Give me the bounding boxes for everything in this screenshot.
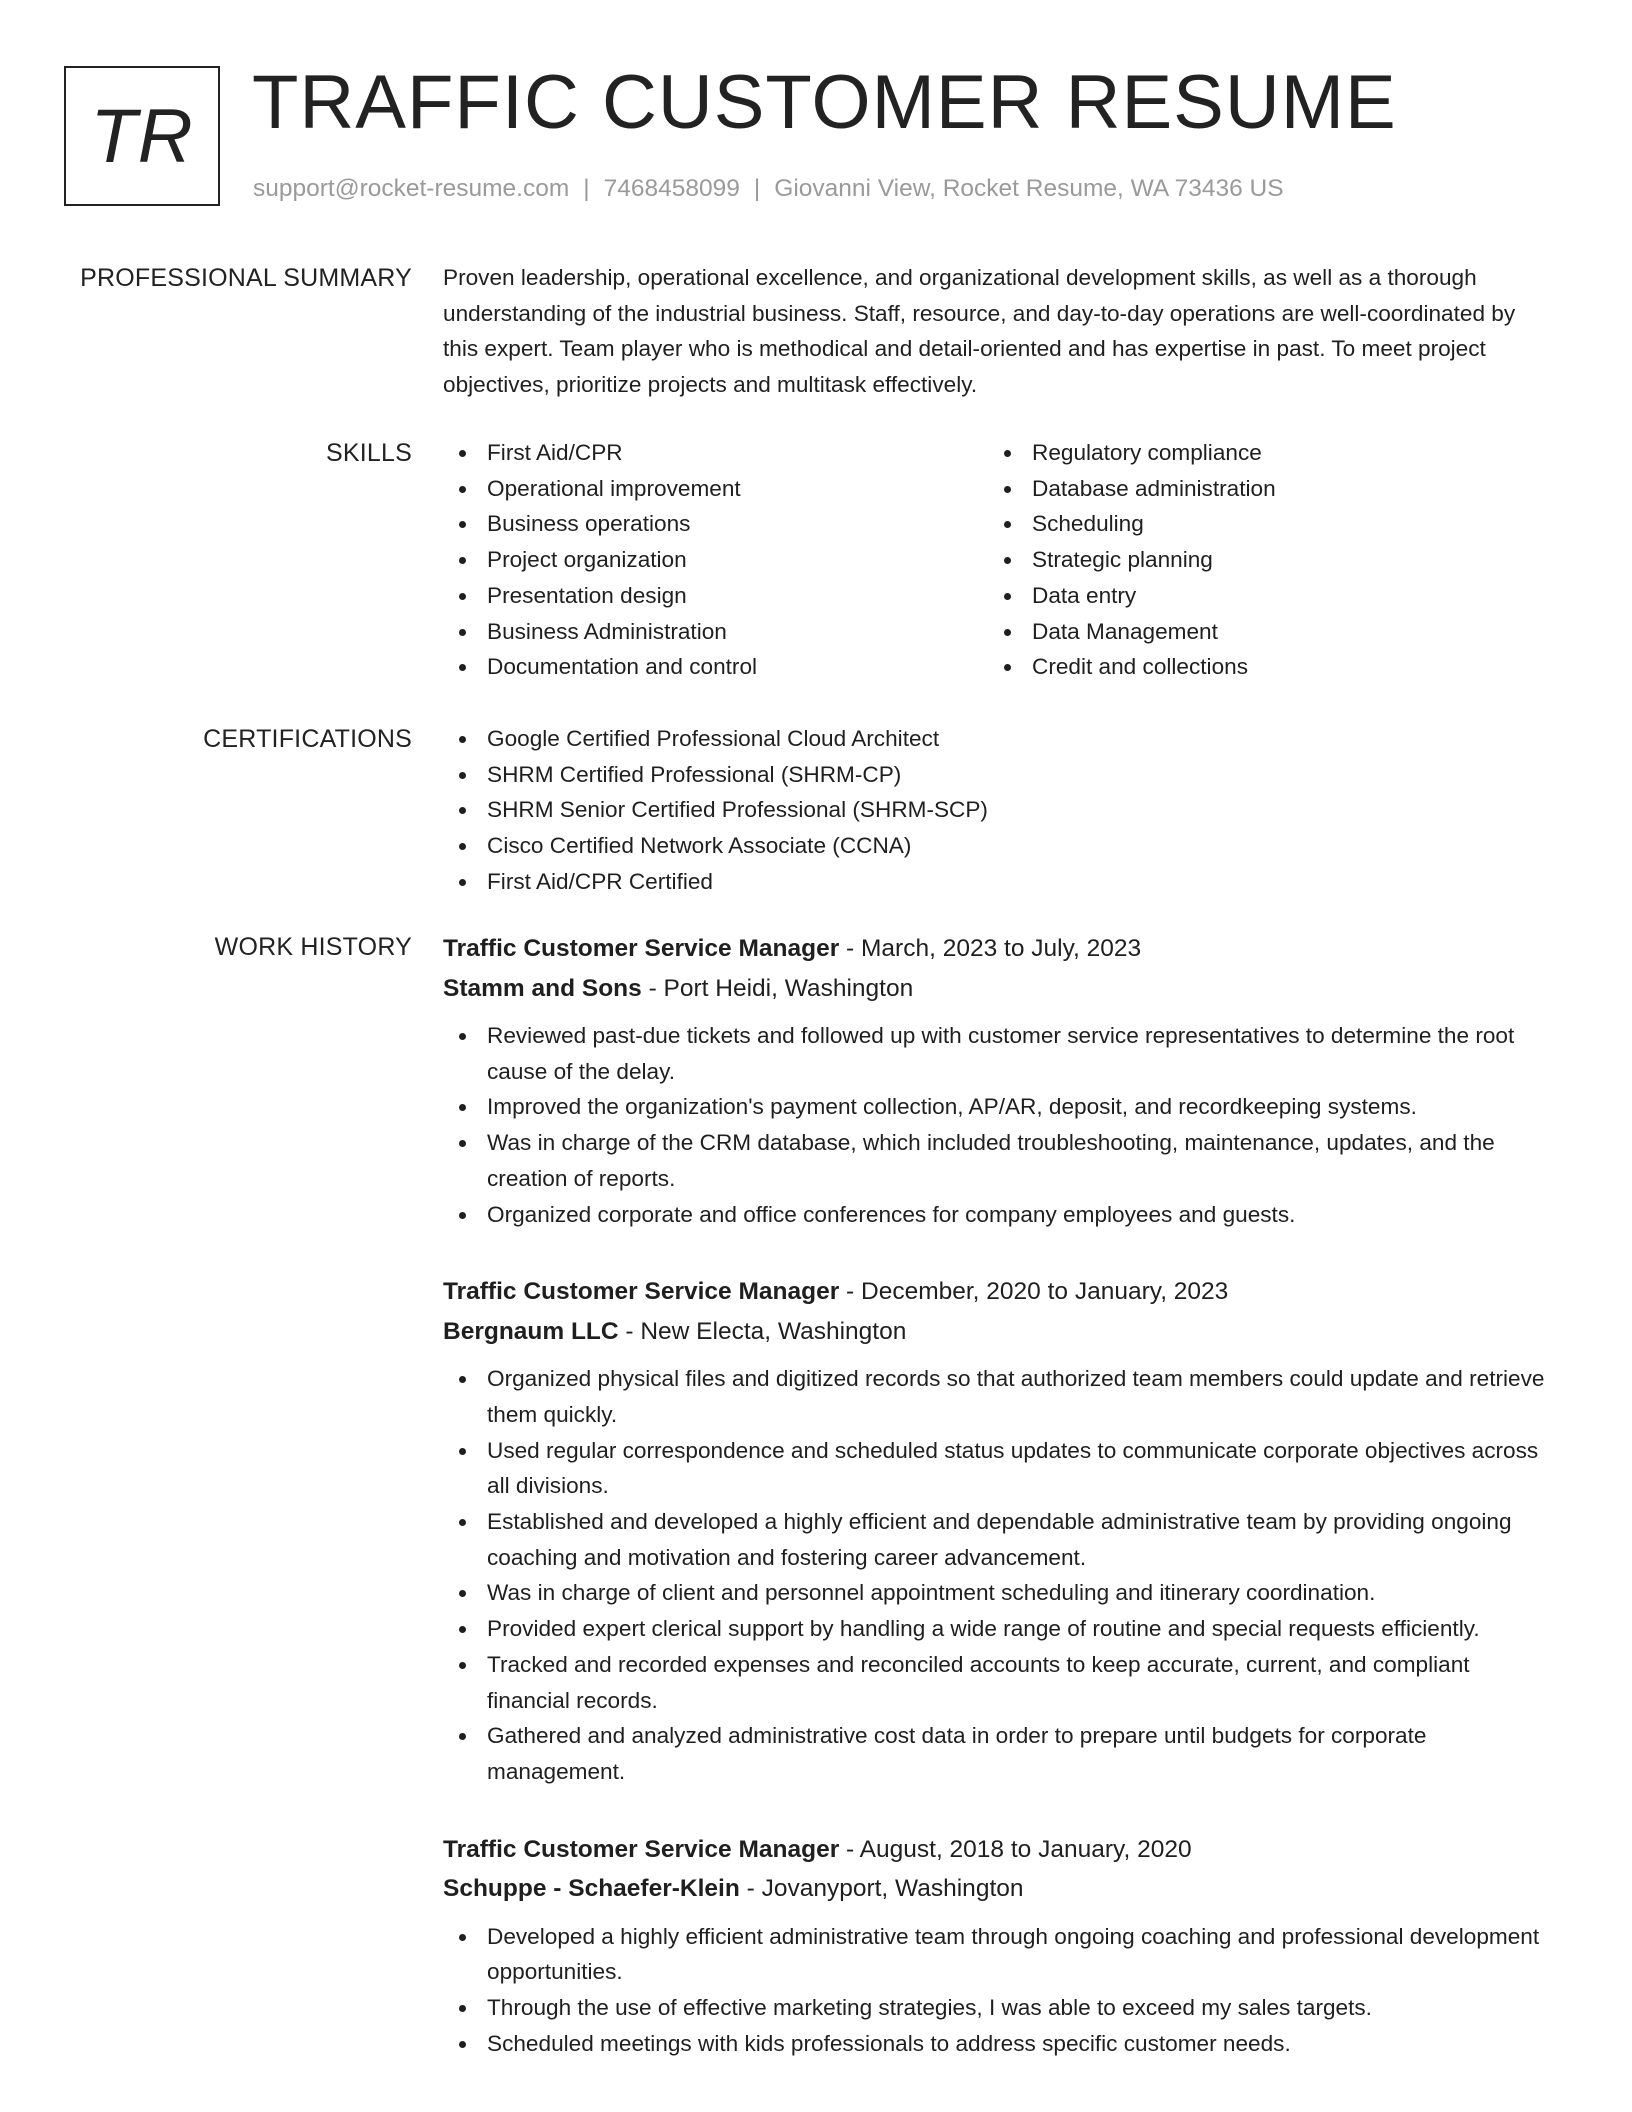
job-entry bbox=[443, 1272, 1555, 1789]
job-company-line bbox=[443, 1869, 1555, 1909]
list-item: Presentation design bbox=[443, 578, 988, 614]
work-history-body bbox=[443, 929, 1555, 2061]
list-item: Through the use of effective marketing strategies, I was able to exceed my sales targets. bbox=[443, 1990, 1555, 2026]
job-bullets bbox=[443, 1361, 1555, 1789]
list-item: Business operations bbox=[443, 506, 988, 542]
job-title-line bbox=[443, 929, 1555, 969]
list-item: Credit and collections bbox=[988, 649, 1533, 685]
list-item: Reviewed past-due tickets and followed up with customer service representatives to determine the root cause of the delay. bbox=[443, 1018, 1555, 1089]
job-entry bbox=[443, 1830, 1555, 2062]
job-company: Schuppe - Schaefer-Klein bbox=[443, 1875, 740, 1903]
list-item: Scheduled meetings with kids professionals to address specific customer needs. bbox=[443, 2026, 1555, 2062]
list-item: Data entry bbox=[988, 578, 1533, 614]
job-company-line bbox=[443, 969, 1555, 1009]
list-item: Strategic planning bbox=[988, 542, 1533, 578]
summary-text: Proven leadership, operational excellence, and organizational development skills, as well as a thorough understanding of the industrial business. Staff, resource, and day-to-day operations are well-coordinated by this expert. Team player who is methodical and detail-oriented and has expertise in past. To meet project objectives, prioritize projects and multitask effectively. bbox=[443, 265, 1516, 398]
job-company: Bergnaum LLC bbox=[443, 1317, 619, 1345]
contact-phone[interactable]: 7468458099 bbox=[603, 175, 740, 202]
list-item: Developed a highly efficient administrative team through ongoing coaching and professional development opportunities. bbox=[443, 1919, 1555, 1990]
list-item: Established and developed a highly efficient and dependable administrative team by providing ongoing coaching and motivation and fostering career advancement. bbox=[443, 1504, 1555, 1575]
job-title-line bbox=[443, 1830, 1555, 1870]
job-dates: - August, 2018 to January, 2020 bbox=[839, 1835, 1192, 1863]
list-item: Cisco Certified Network Associate (CCNA) bbox=[443, 828, 1555, 864]
contact-email[interactable]: support@rocket-resume.com bbox=[253, 175, 570, 202]
list-item: Database administration bbox=[988, 471, 1533, 507]
list-item: Used regular correspondence and scheduled status updates to communicate corporate objectives across all divisions. bbox=[443, 1433, 1555, 1504]
skills-column-right bbox=[988, 435, 1533, 685]
job-bullets bbox=[443, 1919, 1555, 2062]
list-item: Business Administration bbox=[443, 614, 988, 650]
contact-separator: | bbox=[753, 175, 761, 202]
monogram-logo bbox=[64, 66, 220, 206]
job-title: Traffic Customer Service Manager bbox=[443, 935, 840, 962]
section-heading: WORK HISTORY bbox=[214, 933, 412, 961]
contact-address: Giovanni View, Rocket Resume, WA 73436 US bbox=[774, 175, 1284, 202]
list-item: Was in charge of the CRM database, which included troubleshooting, maintenance, updates, and the creation of reports. bbox=[443, 1125, 1555, 1196]
job-title: Traffic Customer Service Manager bbox=[443, 1278, 840, 1306]
contact-line bbox=[253, 173, 1284, 205]
list-item: Operational improvement bbox=[443, 471, 988, 507]
job-dates: - March, 2023 to July, 2023 bbox=[839, 935, 1142, 962]
list-item: SHRM Certified Professional (SHRM-CP) bbox=[443, 757, 1555, 793]
list-item: Scheduling bbox=[988, 506, 1533, 542]
resume-title: TRAFFIC CUSTOMER RESUME bbox=[252, 60, 1397, 145]
certifications-body bbox=[443, 721, 1555, 900]
job-location: - New Electa, Washington bbox=[618, 1317, 907, 1345]
job-title-line bbox=[443, 1272, 1555, 1312]
list-item: Improved the organization's payment collection, AP/AR, deposit, and recordkeeping systems. bbox=[443, 1089, 1555, 1125]
list-item: First Aid/CPR Certified bbox=[443, 864, 1555, 900]
section-heading: PROFESSIONAL SUMMARY bbox=[80, 264, 412, 292]
list-item: SHRM Senior Certified Professional (SHRM-SCP) bbox=[443, 792, 1555, 828]
monogram-text: TR bbox=[90, 93, 194, 179]
list-item: First Aid/CPR bbox=[443, 435, 988, 471]
section-heading: CERTIFICATIONS bbox=[203, 725, 412, 753]
list-item: Regulatory compliance bbox=[988, 435, 1533, 471]
job-location: - Port Heidi, Washington bbox=[641, 974, 914, 1002]
list-item: Data Management bbox=[988, 614, 1533, 650]
list-item: Project organization bbox=[443, 542, 988, 578]
contact-separator: | bbox=[583, 175, 590, 202]
list-item: Documentation and control bbox=[443, 649, 988, 685]
job-title: Traffic Customer Service Manager bbox=[443, 1835, 840, 1863]
job-dates: - December, 2020 to January, 2023 bbox=[839, 1278, 1229, 1306]
certifications-list bbox=[443, 721, 1555, 900]
list-item: Was in charge of client and personnel appointment scheduling and itinerary coordination. bbox=[443, 1575, 1555, 1611]
list-item: Organized corporate and office conferences for company employees and guests. bbox=[443, 1197, 1555, 1233]
list-item: Provided expert clerical support by handling a wide range of routine and special requests efficiently. bbox=[443, 1611, 1555, 1647]
job-bullets bbox=[443, 1018, 1555, 1232]
job-company: Stamm and Sons bbox=[443, 974, 642, 1002]
job-company-line bbox=[443, 1312, 1555, 1352]
skills-column-left bbox=[443, 435, 988, 685]
skills-grid bbox=[443, 435, 1555, 685]
job-entry bbox=[443, 929, 1555, 1232]
job-location: - Jovanyport, Washington bbox=[739, 1875, 1024, 1903]
list-item: Tracked and recorded expenses and reconciled accounts to keep accurate, current, and compliant financial records. bbox=[443, 1647, 1555, 1718]
section-heading: SKILLS bbox=[326, 439, 412, 467]
list-item: Google Certified Professional Cloud Architect bbox=[443, 721, 1555, 757]
list-item: Organized physical files and digitized records so that authorized team members could update and retrieve them quickly. bbox=[443, 1361, 1555, 1432]
summary-body bbox=[443, 260, 1555, 403]
list-item: Gathered and analyzed administrative cost data in order to prepare until budgets for corporate management. bbox=[443, 1718, 1555, 1789]
